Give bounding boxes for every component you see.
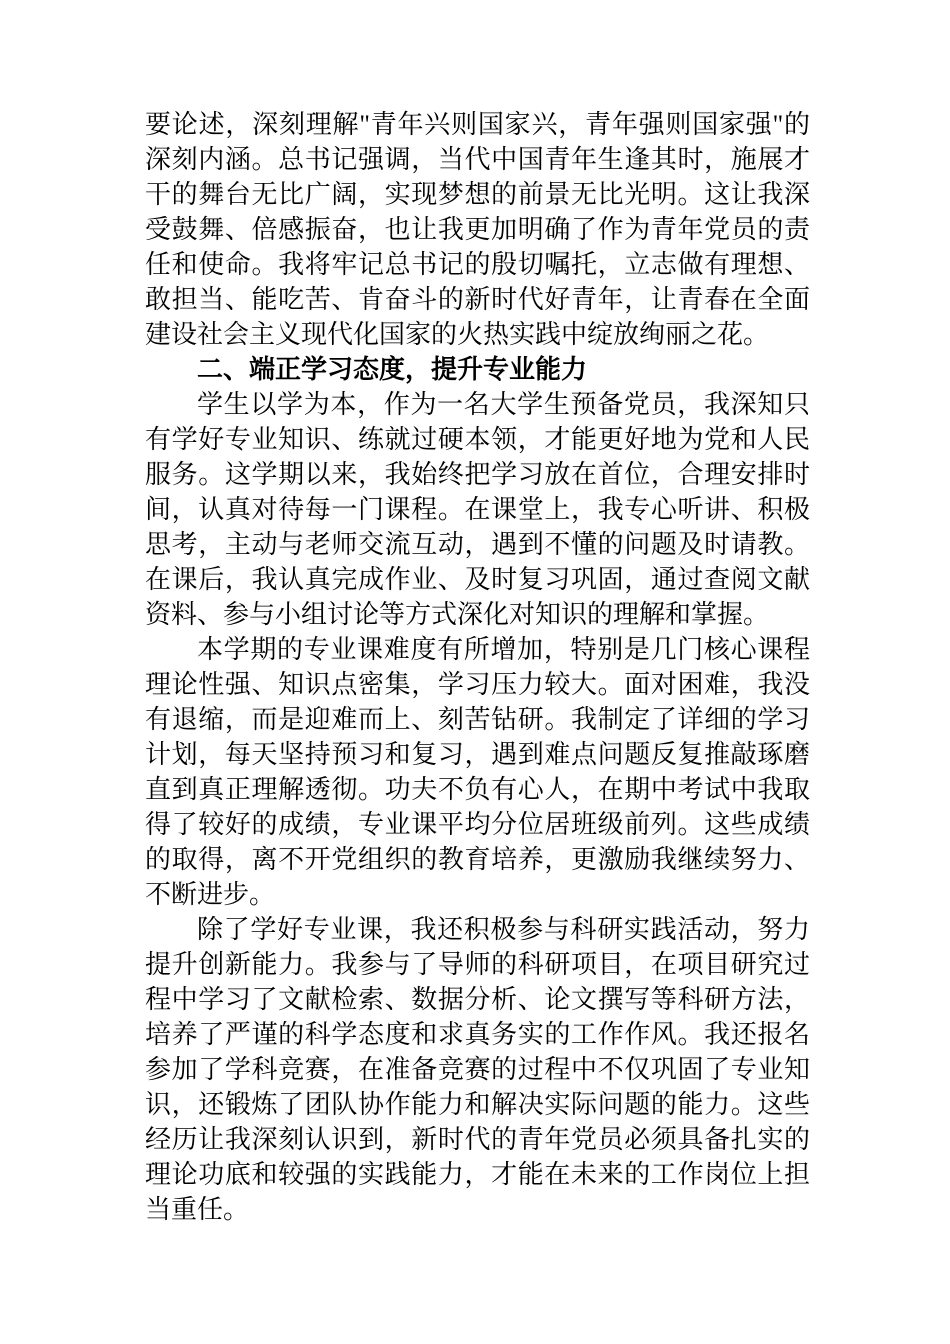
paragraph-course-difficulty: 本学期的专业课难度有所增加，特别是几门核心课程理论性强、知识点密集，学习压力较大。面对困难，我没有退缩，而是迎难而上、刻苦钻研。我制定了详细的学习计划，每天坚持预习和复习，遇到难点问题反复推敲琢磨直到真正理解透彻。功夫不负有心人，在期中考试中我取得了较好的成绩，专业课平均分位居班级前列。这些成绩的取得，离不开党组织的教育培养，更激励我继续努力、不断进步。	[145, 635, 810, 909]
paragraph-continuation: 要论述，深刻理解"青年兴则国家兴，青年强则国家强"的深刻内涵。总书记强调，当代中国青年生逢其时，施展才干的舞台无比广阔，实现梦想的前景无比光明。这让我深受鼓舞、倍感振奋，也让我更加明确了作为青年党员的责任和使命。我将牢记总书记的殷切嘱托，立志做有理想、敢担当、能吃苦、肯奋斗的新时代好青年，让青春在全面建设社会主义现代化国家的火热实践中绽放绚丽之花。	[145, 110, 810, 349]
paragraph-research-practice: 除了学好专业课，我还积极参与科研实践活动，努力提升创新能力。我参与了导师的科研项目，在项目研究过程中学习了文献检索、数据分析、论文撰写等科研方法，培养了严谨的科学态度和求真务实的工作作风。我还报名参加了学科竞赛，在准备竞赛的过程中不仅巩固了专业知识，还锻炼了团队协作能力和解决实际问题的能力。这些经历让我深刻认识到，新时代的青年党员必须具备扎实的理论功底和较强的实践能力，才能在未来的工作岗位上担当重任。	[145, 915, 810, 1224]
paragraph-study-attitude: 学生以学为本，作为一名大学生预备党员，我深知只有学好专业知识、练就过硬本领，才能更好地为党和人民服务。这学期以来，我始终把学习放在首位，合理安排时间，认真对待每一门课程。在课堂上，我专心听讲、积极思考，主动与老师交流互动，遇到不懂的问题及时请教。在课后，我认真完成作业、及时复习巩固，通过查阅文献资料、参与小组讨论等方式深化对知识的理解和掌握。	[145, 390, 810, 629]
section-heading: 二、端正学习态度，提升专业能力	[197, 354, 588, 384]
